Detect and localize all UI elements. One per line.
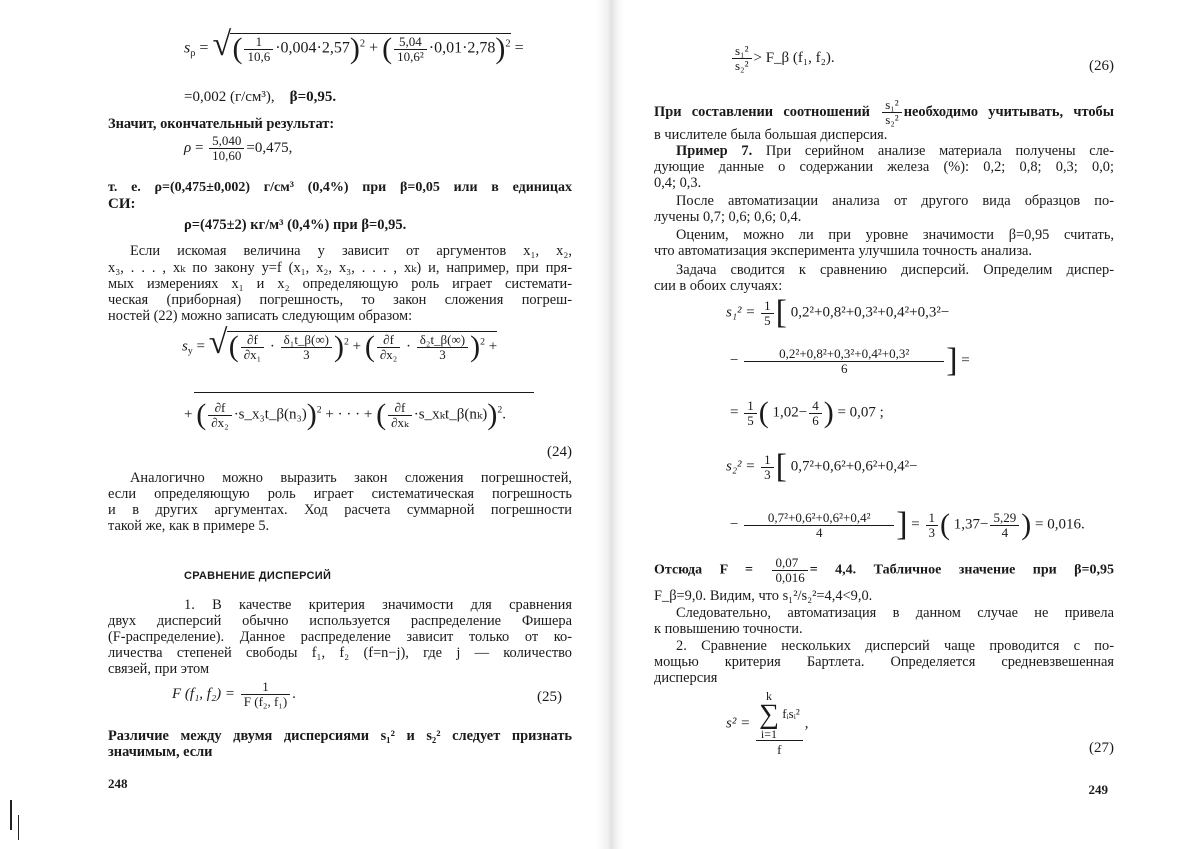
equation-s-rho: $s_\rho$ = √ ( $\frac{1}{10,6}$ ·0,004·2,57)$^2$ + ( $\frac{5,04}{\text{10,6²}}$ ·0,01·2,78)$^2$ = xyxy=(184,26,524,65)
text-line: ностей (22) можно записать следующим образом: xyxy=(108,308,413,324)
text-line: дующие данные о содержании железа (%): 0,2; 0,8; 0,3; 0,0; xyxy=(654,159,1114,175)
text-line: Различие между двумя дисперсиями s₁² и s₂² следует признать xyxy=(108,728,572,744)
equation-26: $\frac{\text{s₁²}}{\text{s₂²}}$ > F_β (f₁, f₂). xyxy=(730,44,835,73)
text-line: к повышению точности. xyxy=(654,621,803,637)
text-line: что автоматизация эксперимента улучшила точность анализа. xyxy=(654,243,1033,259)
text-line: (F-распределение). Данное распределение зависит только от ко- xyxy=(108,629,572,645)
equation-s2-line-2: − $\frac{\text{0,7²+0,6²+0,6²+0,4²}}{4}$ ] = $\frac{1}{3}$ ( 1,37− $\frac{5,29}{4}$ ) = 0,016. xyxy=(730,506,1085,543)
text-line: такой же, как в примере 5. xyxy=(108,518,270,534)
text-hence: Отсюда F = $\frac{0,07}{0,016}$ = 4,4. Табличное значение при β=0,95 xyxy=(654,555,1115,585)
book-gutter xyxy=(596,0,624,849)
equation-number: (25) xyxy=(537,689,562,705)
text-line: связей, при этом xyxy=(108,661,210,677)
text-line: личества степеней свободы f₁, f₂ (f=n−j), где j — количество xyxy=(108,645,572,661)
text-line: сии в обоих случаях: xyxy=(654,278,783,294)
section-heading: СРАВНЕНИЕ ДИСПЕРСИЙ xyxy=(184,570,332,582)
text-line: После автоматизации анализа от другого вида образцов по- xyxy=(676,193,1114,209)
equation-number: (24) xyxy=(547,444,572,460)
text-line: x₃, . . . , xₖ по закону y=f (x₁, x₂, x₃, . . . , xₖ) и, например, при пря- xyxy=(108,260,572,276)
scan-edge-mark xyxy=(10,800,12,830)
text-si: СИ: xyxy=(108,196,136,212)
text-line: Пример 7. При серийном анализе материала получены сле- xyxy=(676,143,1114,159)
text-line: ческая (приборная) погрешность, то закон сложения погреш- xyxy=(108,292,572,308)
text-line: если определяющую роль играет систематическая погрешность xyxy=(108,486,572,502)
text-line: Аналогично можно выразить закон сложения погрешностей, xyxy=(130,470,572,486)
equation-24-line-2: + ( $\frac{\partial f}{\text{∂x₂}}$ ·s_x₃t_β(n₃))$^2$ + · · · + ( $\frac{\partial f}{\text{∂xₖ}}$ ·s_xₖt_β(nₖ))$^2$. xyxy=(184,398,506,431)
sqrt-continuation-bar xyxy=(194,392,534,393)
text-ie-line: т. е. ρ=(0,475±0,002) г/см³ (0,4%) при β=0,05 или в единицах xyxy=(108,180,572,195)
left-page xyxy=(108,0,572,849)
text-line: лучены 0,7; 0,6; 0,6; 0,4. xyxy=(654,209,802,225)
text-line: двух дисперсий обычно используется распределение Фишера xyxy=(108,613,572,629)
equation-s1-line-1: s₁² = $\frac{1}{5}$ [ 0,2²+0,8²+0,3²+0,4²+0,3²− xyxy=(726,294,950,331)
text-line: 0,4; 0,3. xyxy=(654,175,702,191)
equation-25: F (f₁, f₂) = $\frac{1}{\text{F (f₂, f₁)}}$ . xyxy=(172,679,296,709)
text-line: 1. В качестве критерия значимости для сравнения xyxy=(184,597,572,613)
text-line: Следовательно, автоматизация в данном случае не привела xyxy=(676,605,1114,621)
text-line: При составлении соотношений $\frac{\text{s₁²}}{\text{s₂²}}$ необходимо учитывать, чтобы xyxy=(654,97,1114,127)
text-line: Если искомая величина y зависит от аргументов x₁, x₂, xyxy=(130,243,572,259)
text-line: значимым, если xyxy=(108,744,213,760)
equation-number: (27) xyxy=(1089,740,1114,756)
right-page xyxy=(654,0,1114,849)
page-number: 249 xyxy=(1088,782,1108,797)
equation-s1-line-2: − $\frac{\text{0,2²+0,8²+0,3²+0,4²+0,3²}}{6}$ ] = xyxy=(730,342,970,379)
equation-27: s² = k ∑ i=1 fᵢsᵢ² f , xyxy=(726,689,809,757)
text-final-result: Значит, окончательный результат: xyxy=(108,116,335,132)
equation-number: (26) xyxy=(1089,58,1114,74)
text-line: F_β=9,0. Видим, что s₁²/s₂²=4,4<9,0. xyxy=(654,588,873,604)
text-line: мых измерениях x₁ и x₂ определяющую роль играет системати- xyxy=(108,276,572,292)
text-line: в числителе была большая дисперсия. xyxy=(654,127,888,143)
text-line: дисперсия xyxy=(654,670,718,686)
equation-s2-line-1: s₂² = $\frac{1}{3}$ [ 0,7²+0,6²+0,6²+0,4²− xyxy=(726,448,918,485)
text-line: и в других аргументах. Ход расчета суммарной погрешности xyxy=(108,502,572,518)
text-line: Оценим, можно ли при уровне значимости β=0,95 считать, xyxy=(676,227,1114,243)
text-line: Задача сводится к сравнению дисперсий. Определим диспер- xyxy=(676,262,1114,278)
scan-edge-mark xyxy=(18,815,19,840)
text-line: 2. Сравнение нескольких дисперсий чаще проводится с по- xyxy=(676,638,1114,654)
page-number: 248 xyxy=(108,776,128,791)
text-line: мощью критерия Бартлета. Определяется средневзвешенная xyxy=(654,654,1114,670)
equation-s1-line-3: = $\frac{1}{5}$ ( 1,02− $\frac{4}{6}$ ) = 0,07 ; xyxy=(730,396,884,429)
equation-rho: ρ = $\frac{5,040}{10,60}$ =0,475, xyxy=(184,133,293,163)
equation-result: =0,002 (г/см³), β=0,95. xyxy=(184,89,337,105)
equation-si: ρ=(475±2) кг/м³ (0,4%) при β=0,95. xyxy=(184,217,407,233)
equation-24-line-1: $s_y$ = √ ( $\frac{\partial f}{\text{∂x₁}}$ · $\frac{\text{δ₁t\_β(∞)}}{3}$ )$^2$ + ( $\frac{\partial f}{\text{∂x₂}}$ · $\frac{\text{δ₂t\_β(∞)}}{3}$ )$^2$ + xyxy=(182,324,498,363)
